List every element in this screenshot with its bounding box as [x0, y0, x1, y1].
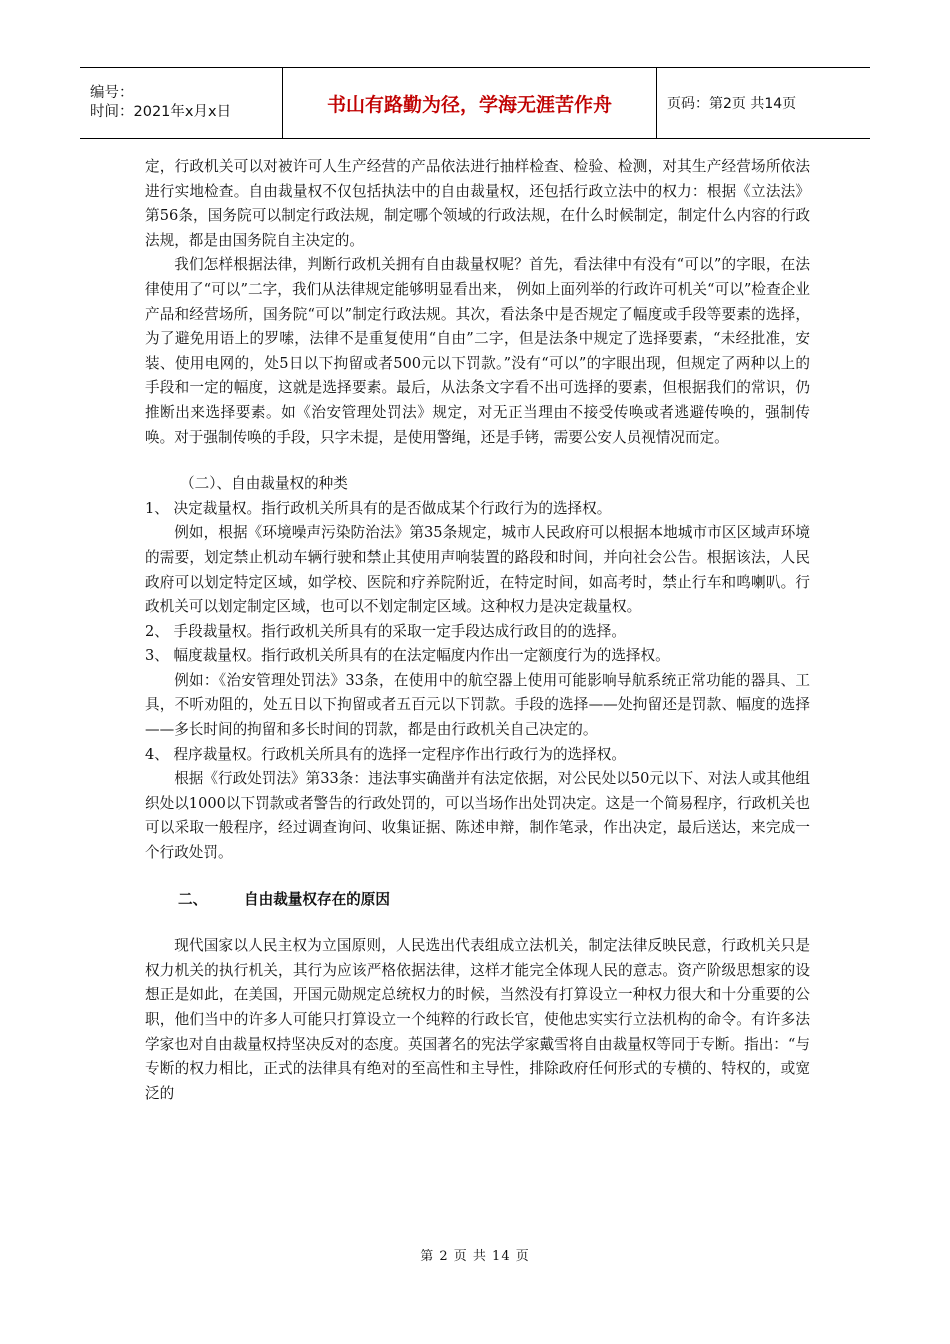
page-footer: 第 2 页 共 14 页 — [420, 1249, 530, 1264]
spacer — [145, 450, 810, 472]
section-title: 自由裁量权存在的原因 — [244, 890, 390, 908]
paragraph-1: 定，行政机关可以对被许可人生产经营的产品依法进行抽样检查、检验、检测，对其生产经营场所依法进行实地检查。自由裁量权不仅包括执法中的自由裁量权，还包括行政立法中的权力：根据《立法法》第56条，国务院可以制定行政法规，制定哪个领域的行政法规，在什么时候制定，制定什么内容的行政法规，都是由国务院自主决定的。 — [145, 158, 810, 249]
header-meta — [80, 68, 282, 138]
page-header — [80, 67, 870, 139]
section-number: 二、 — [178, 890, 208, 908]
paragraph-6: 现代国家以人民主权为立国原则，人民选出代表组成立法机关，制定法律反映民意，行政机关只是权力机关的执行机关，其行为应该严格依据法律，这样才能完全体现人民的意志。资产阶级思想家的设想正是如此，在美国，开国元勋规定总统权力的时候，当然没有打算设立一种权力很大和十分重要的公职，他们当中的许多人可能只打算设立一个纯粹的行政长官，使他忠实实行立法机构的命令。有许多法学家也对自由裁量权持坚决反对的态度。英国著名的宪法学家戴雪将自由裁量权等同于专断。指出：“与专断的权力相比，正式的法律具有绝对的至高性和主导性，排除政府任何形式的专横的、特权的，或宽泛的 — [145, 937, 810, 1102]
document-number-label: 编号： — [90, 85, 134, 101]
list-item-1: 1、 决定裁量权。指行政机关所具有的是否做成某个行政行为的选择权。 — [145, 499, 612, 517]
list-item-2: 2、 手段裁量权。指行政机关所具有的采取一定手段达成行政目的的选择。 — [145, 622, 626, 640]
header-motto: 书山有路勤为径，学海无涯苦作舟 — [282, 68, 657, 138]
paragraph-3: 例如，根据《环境噪声污染防治法》第35条规定，城市人民政府可以根据本地城市市区区域声环境的需要，划定禁止机动车辆行驶和禁止其使用声响装置的路段和时间，并向社会公告。根据该法，人民政府可以划定特定区域，如学校、医院和疗养院附近，在特定时间，如高考时，禁止行车和鸣喇叭。行政机关可以划定制定区域，也可以不划定制定区域。这种权力是决定裁量权。 — [145, 524, 810, 616]
paragraph-5: 根据《行政处罚法》第33条：违法事实确凿并有法定依据，对公民处以50元以下、对法人或其他组织处以1000以下罚款或者警告的行政处罚的，可以当场作出处罚决定。这是一个简易程序，行政机关也可以采取一般程序，经过调查询问、收集证据、陈述申辩，制作笔录，作出决定，最后送达，来完成一个行政处罚。 — [145, 770, 810, 862]
spacer — [145, 866, 810, 888]
paragraph-2: 我们怎样根据法律，判断行政机关拥有自由裁量权呢？首先，看法律中有没有“可以”的字眼，在法律使用了“可以”二字，我们从法律规定能够明显看出来， 例如上面列举的行政许可机关“可以”检查企业产品和经营场所，国务院“可以”制定行政法规。其次，看法条中是否规定了幅度或手段等要素的选择，为了避免用语上的罗嗦，法律不是重复使用“自由”二字，但是法条中规定了选择要素，“未经批准，安装、使用电网的，处5日以下拘留或者500元以下罚款。”没有“可以”的字眼出现，但规定了两种以上的手段和一定的幅度，这就是选择要素。最后，从法条文字看不出可选择的要素，但根据我们的常识，仍推断出来选择要素。如《治安管理处罚法》规定，对无正当理由不接受传唤或者逃避传唤的，强制传唤。对于强制传唤的手段，只字未提，是使用警绳，还是手铐，需要公安人员视情况而定。 — [145, 256, 810, 446]
document-time-label: 时间：2021年x月x日 — [90, 104, 232, 120]
list-item-4: 4、 程序裁量权。行政机关所具有的选择一定程序作出行政行为的选择权。 — [145, 745, 626, 763]
list-item-3: 3、 幅度裁量权。指行政机关所具有的在法定幅度内作出一定额度行为的选择权。 — [145, 647, 670, 665]
paragraph-4: 例如：《治安管理处罚法》33条，在使用中的航空器上使用可能影响导航系统正常功能的器具、工具，不听劝阻的，处五日以下拘留或者五百元以下罚款。手段的选择——处拘留还是罚款、幅度的选择——多长时间的拘留和多长时间的罚款，都是由行政机关自己决定的。 — [145, 671, 810, 739]
section-heading — [145, 888, 810, 913]
spacer — [145, 912, 810, 934]
document-body — [145, 155, 810, 1106]
sub-heading: （二）、自由裁量权的种类 — [180, 475, 348, 493]
header-page-label: 页码：第2页 共14页 — [667, 96, 797, 112]
